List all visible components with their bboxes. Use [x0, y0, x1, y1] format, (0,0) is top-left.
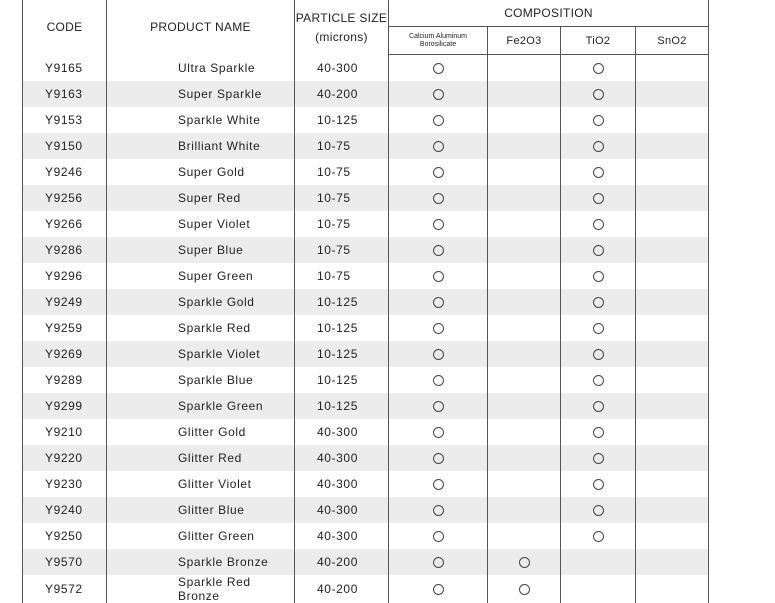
- cell-code: Y9153: [23, 107, 107, 133]
- table-row: [23, 419, 709, 445]
- cell-tio2: [561, 341, 636, 367]
- cell-product-name: Super Sparkle: [107, 81, 295, 107]
- circle-icon: [433, 453, 444, 464]
- cell-tio2: [561, 263, 636, 289]
- cell-fe2o3: [488, 549, 561, 575]
- table-row: [23, 81, 709, 107]
- circle-icon: [433, 557, 444, 568]
- cell-code: Y9240: [23, 497, 107, 523]
- cell-particle-size: 10-125: [295, 107, 389, 133]
- header-product-name: PRODUCT NAME: [107, 0, 295, 55]
- cell-tio2: [561, 185, 636, 211]
- cell-product-name: Sparkle Blue: [107, 367, 295, 393]
- cell-fe2o3: [488, 471, 561, 497]
- cell-cab: [389, 471, 488, 497]
- cell-code: Y9299: [23, 393, 107, 419]
- cell-fe2o3: [488, 159, 561, 185]
- cell-sno2: [636, 393, 709, 419]
- cell-particle-size: 10-75: [295, 211, 389, 237]
- circle-icon: [433, 271, 444, 282]
- cell-code: Y9266: [23, 211, 107, 237]
- circle-icon: [593, 141, 604, 152]
- cell-product-name: Super Gold: [107, 159, 295, 185]
- cell-cab: [389, 237, 488, 263]
- cell-fe2o3: [488, 315, 561, 341]
- cell-code: Y9570: [23, 549, 107, 575]
- header-fe2o3: Fe2O3: [488, 27, 561, 55]
- table-row: [23, 523, 709, 549]
- cell-product-name: Super Blue: [107, 237, 295, 263]
- circle-icon: [519, 584, 530, 595]
- cell-fe2o3: [488, 445, 561, 471]
- circle-icon: [433, 297, 444, 308]
- table-row: [23, 471, 709, 497]
- circle-icon: [433, 323, 444, 334]
- cell-product-name: Sparkle White: [107, 107, 295, 133]
- circle-icon: [433, 349, 444, 360]
- cell-cab: [389, 497, 488, 523]
- cell-fe2o3: [488, 523, 561, 549]
- cell-sno2: [636, 55, 709, 82]
- cell-code: Y9572: [23, 575, 107, 603]
- cell-cab: [389, 55, 488, 82]
- cell-sno2: [636, 237, 709, 263]
- circle-icon: [433, 375, 444, 386]
- circle-icon: [433, 584, 444, 595]
- cell-particle-size: 10-75: [295, 185, 389, 211]
- circle-icon: [593, 323, 604, 334]
- cell-tio2: [561, 133, 636, 159]
- header-particle-size-line2: (microns): [295, 30, 388, 44]
- circle-icon: [593, 505, 604, 516]
- cell-particle-size: 40-300: [295, 55, 389, 82]
- cell-code: Y9256: [23, 185, 107, 211]
- cell-sno2: [636, 211, 709, 237]
- cell-particle-size: 10-125: [295, 315, 389, 341]
- cell-code: Y9296: [23, 263, 107, 289]
- table-row: [23, 341, 709, 367]
- cell-tio2: [561, 289, 636, 315]
- cell-fe2o3: [488, 237, 561, 263]
- cell-code: Y9269: [23, 341, 107, 367]
- circle-icon: [593, 219, 604, 230]
- cell-cab: [389, 419, 488, 445]
- cell-tio2: [561, 523, 636, 549]
- circle-icon: [433, 401, 444, 412]
- table-row: [23, 445, 709, 471]
- cell-sno2: [636, 497, 709, 523]
- cell-fe2o3: [488, 419, 561, 445]
- cell-cab: [389, 367, 488, 393]
- cell-sno2: [636, 289, 709, 315]
- cell-cab: [389, 107, 488, 133]
- table-row: [23, 185, 709, 211]
- cell-code: Y9259: [23, 315, 107, 341]
- cell-cab: [389, 549, 488, 575]
- cell-fe2o3: [488, 263, 561, 289]
- table-row: [23, 159, 709, 185]
- cell-particle-size: 10-75: [295, 263, 389, 289]
- circle-icon: [593, 531, 604, 542]
- cell-sno2: [636, 81, 709, 107]
- cell-particle-size: 40-200: [295, 575, 389, 603]
- cell-sno2: [636, 341, 709, 367]
- circle-icon: [433, 193, 444, 204]
- cell-cab: [389, 341, 488, 367]
- cell-code: Y9220: [23, 445, 107, 471]
- table-body: [23, 55, 709, 603]
- cell-cab: [389, 211, 488, 237]
- cell-sno2: [636, 185, 709, 211]
- cell-particle-size: 40-300: [295, 471, 389, 497]
- cell-tio2: [561, 159, 636, 185]
- cell-particle-size: 10-75: [295, 133, 389, 159]
- cell-particle-size: 10-75: [295, 237, 389, 263]
- cell-code: Y9230: [23, 471, 107, 497]
- cell-particle-size: 40-200: [295, 81, 389, 107]
- cell-particle-size: 10-125: [295, 393, 389, 419]
- header-particle-size-line1: PARTICLE SIZE: [295, 11, 388, 25]
- cell-cab: [389, 289, 488, 315]
- cell-sno2: [636, 523, 709, 549]
- cell-tio2: [561, 211, 636, 237]
- circle-icon: [593, 401, 604, 412]
- table-row: [23, 393, 709, 419]
- cell-cab: [389, 393, 488, 419]
- cell-fe2o3: [488, 211, 561, 237]
- cell-fe2o3: [488, 185, 561, 211]
- cell-code: Y9165: [23, 55, 107, 82]
- cell-particle-size: 10-75: [295, 159, 389, 185]
- product-table: [22, 0, 709, 603]
- cell-particle-size: 40-300: [295, 419, 389, 445]
- cell-product-name: Sparkle Bronze: [107, 549, 295, 575]
- cell-tio2: [561, 575, 636, 603]
- table-row: [23, 133, 709, 159]
- cell-cab: [389, 159, 488, 185]
- circle-icon: [593, 89, 604, 100]
- cell-cab: [389, 81, 488, 107]
- cell-fe2o3: [488, 133, 561, 159]
- cell-fe2o3: [488, 497, 561, 523]
- cell-code: Y9210: [23, 419, 107, 445]
- header-cab-line2: Borosilicate: [389, 41, 487, 49]
- cell-fe2o3: [488, 367, 561, 393]
- cell-code: Y9150: [23, 133, 107, 159]
- cell-sno2: [636, 263, 709, 289]
- cell-product-name: Ultra Sparkle: [107, 55, 295, 82]
- table-row: [23, 497, 709, 523]
- cell-sno2: [636, 107, 709, 133]
- cell-code: Y9289: [23, 367, 107, 393]
- header-composition: COMPOSITION: [389, 0, 709, 27]
- cell-cab: [389, 523, 488, 549]
- cell-fe2o3: [488, 289, 561, 315]
- cell-product-name: Glitter Blue: [107, 497, 295, 523]
- cell-tio2: [561, 471, 636, 497]
- header-code: CODE: [23, 0, 107, 55]
- cell-cab: [389, 263, 488, 289]
- circle-icon: [593, 245, 604, 256]
- cell-product-name: Glitter Green: [107, 523, 295, 549]
- circle-icon: [593, 167, 604, 178]
- cell-tio2: [561, 237, 636, 263]
- circle-icon: [593, 297, 604, 308]
- cell-code: Y9250: [23, 523, 107, 549]
- cell-tio2: [561, 497, 636, 523]
- cell-product-name: Super Red: [107, 185, 295, 211]
- header-cab-line1: Calcium Aluminum: [389, 33, 487, 41]
- header-tio2: TiO2: [561, 27, 636, 55]
- header-sno2: SnO2: [636, 27, 709, 55]
- circle-icon: [433, 531, 444, 542]
- cell-tio2: [561, 393, 636, 419]
- circle-icon: [433, 89, 444, 100]
- header-particle-size: [295, 0, 389, 55]
- circle-icon: [433, 63, 444, 74]
- cell-product-name: Super Green: [107, 263, 295, 289]
- circle-icon: [433, 167, 444, 178]
- circle-icon: [519, 557, 530, 568]
- circle-icon: [593, 63, 604, 74]
- cell-product-name: Brilliant White: [107, 133, 295, 159]
- circle-icon: [433, 505, 444, 516]
- cell-tio2: [561, 55, 636, 82]
- cell-sno2: [636, 549, 709, 575]
- cell-code: Y9286: [23, 237, 107, 263]
- cell-cab: [389, 133, 488, 159]
- cell-tio2: [561, 81, 636, 107]
- cell-tio2: [561, 549, 636, 575]
- cell-product-name: Sparkle Gold: [107, 289, 295, 315]
- table-row: [23, 367, 709, 393]
- circle-icon: [593, 349, 604, 360]
- table-row: [23, 549, 709, 575]
- cell-code: Y9163: [23, 81, 107, 107]
- cell-product-name: Sparkle Violet: [107, 341, 295, 367]
- table-row: [23, 107, 709, 133]
- cell-product-name: Sparkle Red: [107, 315, 295, 341]
- circle-icon: [593, 479, 604, 490]
- cell-particle-size: 10-125: [295, 341, 389, 367]
- circle-icon: [593, 193, 604, 204]
- header-cab: [389, 27, 488, 55]
- cell-tio2: [561, 445, 636, 471]
- cell-tio2: [561, 367, 636, 393]
- cell-product-name: Sparkle Red Bronze: [107, 575, 295, 603]
- table-row: [23, 575, 709, 603]
- cell-cab: [389, 445, 488, 471]
- cell-particle-size: 10-125: [295, 367, 389, 393]
- table-row: [23, 55, 709, 82]
- cell-product-name: Glitter Gold: [107, 419, 295, 445]
- cell-product-name: Glitter Red: [107, 445, 295, 471]
- circle-icon: [433, 219, 444, 230]
- cell-particle-size: 10-125: [295, 289, 389, 315]
- circle-icon: [433, 141, 444, 152]
- circle-icon: [433, 427, 444, 438]
- cell-cab: [389, 315, 488, 341]
- circle-icon: [593, 271, 604, 282]
- cell-fe2o3: [488, 81, 561, 107]
- circle-icon: [433, 115, 444, 126]
- table-row: [23, 263, 709, 289]
- cell-fe2o3: [488, 107, 561, 133]
- circle-icon: [593, 427, 604, 438]
- cell-sno2: [636, 159, 709, 185]
- cell-particle-size: 40-300: [295, 445, 389, 471]
- cell-cab: [389, 575, 488, 603]
- circle-icon: [593, 115, 604, 126]
- cell-code: Y9246: [23, 159, 107, 185]
- cell-product-name: Glitter Violet: [107, 471, 295, 497]
- cell-sno2: [636, 315, 709, 341]
- cell-fe2o3: [488, 575, 561, 603]
- cell-cab: [389, 185, 488, 211]
- cell-sno2: [636, 445, 709, 471]
- cell-fe2o3: [488, 393, 561, 419]
- cell-fe2o3: [488, 341, 561, 367]
- cell-product-name: Super Violet: [107, 211, 295, 237]
- circle-icon: [433, 479, 444, 490]
- table-row: [23, 289, 709, 315]
- cell-sno2: [636, 471, 709, 497]
- cell-sno2: [636, 419, 709, 445]
- cell-tio2: [561, 419, 636, 445]
- cell-tio2: [561, 107, 636, 133]
- cell-sno2: [636, 575, 709, 603]
- circle-icon: [593, 453, 604, 464]
- cell-product-name: Sparkle Green: [107, 393, 295, 419]
- cell-particle-size: 40-200: [295, 549, 389, 575]
- cell-sno2: [636, 367, 709, 393]
- cell-sno2: [636, 133, 709, 159]
- cell-fe2o3: [488, 55, 561, 82]
- table-row: [23, 237, 709, 263]
- table-row: [23, 211, 709, 237]
- cell-tio2: [561, 315, 636, 341]
- cell-code: Y9249: [23, 289, 107, 315]
- cell-particle-size: 40-300: [295, 523, 389, 549]
- circle-icon: [593, 375, 604, 386]
- cell-particle-size: 40-300: [295, 497, 389, 523]
- table-row: [23, 315, 709, 341]
- circle-icon: [433, 245, 444, 256]
